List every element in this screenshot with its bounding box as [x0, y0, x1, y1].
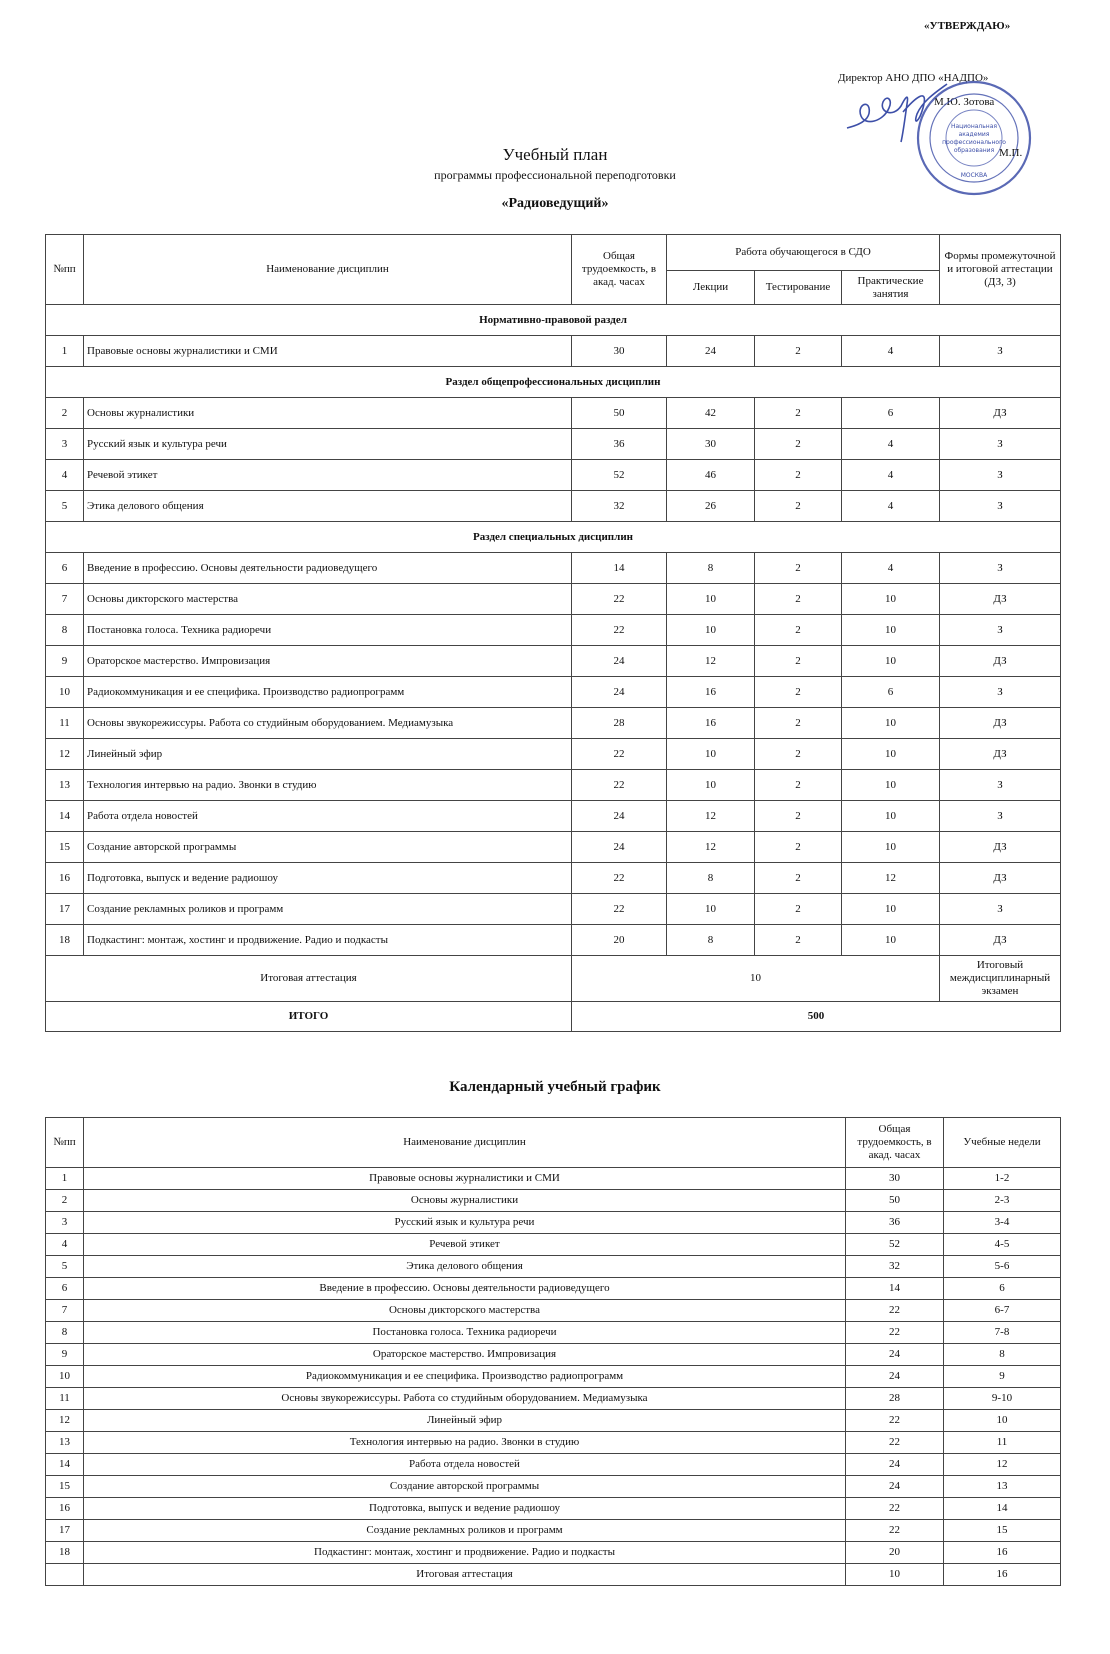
discipline-name: Основы дикторского мастерства — [84, 1300, 846, 1322]
table-row — [46, 1454, 1061, 1476]
attestation-form: ДЗ — [940, 398, 1061, 429]
table-row — [46, 863, 1061, 894]
section-title: Раздел специальных дисциплин — [46, 522, 1061, 553]
director-title: Директор АНО ДПО «НАДПО» — [838, 72, 989, 84]
row-number: 2 — [46, 1190, 84, 1212]
total-hours: 22 — [846, 1300, 944, 1322]
study-weeks: 12 — [944, 1454, 1061, 1476]
svg-text:образования: образования — [953, 147, 995, 154]
practice-hours: 10 — [842, 708, 940, 739]
total-hours: 30 — [846, 1168, 944, 1190]
total-hours: 24 — [572, 677, 667, 708]
table-row — [46, 1366, 1061, 1388]
row-number: 17 — [46, 894, 84, 925]
section-header-row — [46, 367, 1061, 398]
testing-hours: 2 — [755, 708, 842, 739]
lecture-hours: 10 — [667, 894, 755, 925]
lecture-hours: 42 — [667, 398, 755, 429]
practice-hours: 10 — [842, 646, 940, 677]
total-hours: 52 — [846, 1234, 944, 1256]
study-weeks: 16 — [944, 1564, 1061, 1586]
table-row — [46, 1212, 1061, 1234]
total-hours: 30 — [572, 336, 667, 367]
row-number — [46, 1564, 84, 1586]
row-number: 10 — [46, 677, 84, 708]
discipline-name: Введение в профессию. Основы деятельности радиоведущего — [84, 1278, 846, 1300]
row-number: 9 — [46, 646, 84, 677]
attestation-form: З — [940, 336, 1061, 367]
table-row — [46, 1344, 1061, 1366]
practice-hours: 10 — [842, 925, 940, 956]
mp-label: М.П. — [999, 147, 1023, 159]
practice-hours: 10 — [842, 894, 940, 925]
row-number: 5 — [46, 1256, 84, 1278]
total-hours: 22 — [846, 1498, 944, 1520]
total-hours: 20 — [572, 925, 667, 956]
attestation-form: З — [940, 491, 1061, 522]
header-name: Наименование дисциплин — [84, 235, 572, 305]
discipline-name: Речевой этикет — [84, 460, 572, 491]
testing-hours: 2 — [755, 336, 842, 367]
plan-subtitle: программы профессиональной переподготовки — [434, 168, 676, 182]
table-row — [46, 460, 1061, 491]
plan-title: Учебный план — [502, 145, 608, 164]
testing-hours: 2 — [755, 646, 842, 677]
testing-hours: 2 — [755, 398, 842, 429]
table-row — [46, 1168, 1061, 1190]
discipline-name: Основы журналистики — [84, 1190, 846, 1212]
testing-hours: 2 — [755, 801, 842, 832]
total-hours: 24 — [846, 1454, 944, 1476]
final-attestation-hours: 10 — [572, 956, 940, 1002]
table-row — [46, 584, 1061, 615]
calendar-title: Календарный учебный график — [449, 1079, 661, 1095]
row-number: 15 — [46, 832, 84, 863]
study-weeks: 1-2 — [944, 1168, 1061, 1190]
cal-header-weeks: Учебные недели — [944, 1118, 1061, 1168]
practice-hours: 10 — [842, 770, 940, 801]
table-row — [46, 1234, 1061, 1256]
table-row — [46, 739, 1061, 770]
row-number: 8 — [46, 1322, 84, 1344]
row-number: 11 — [46, 1388, 84, 1410]
total-hours: 22 — [572, 894, 667, 925]
practice-hours: 4 — [842, 553, 940, 584]
discipline-name: Правовые основы журналистики и СМИ — [84, 336, 572, 367]
study-weeks: 8 — [944, 1344, 1061, 1366]
table-row — [46, 1190, 1061, 1212]
lecture-hours: 8 — [667, 925, 755, 956]
row-number: 7 — [46, 584, 84, 615]
lecture-hours: 10 — [667, 615, 755, 646]
practice-hours: 10 — [842, 615, 940, 646]
lecture-hours: 8 — [667, 553, 755, 584]
cal-header-name: Наименование дисциплин — [84, 1118, 846, 1168]
study-weeks: 7-8 — [944, 1322, 1061, 1344]
testing-hours: 2 — [755, 677, 842, 708]
total-hours: 22 — [572, 863, 667, 894]
total-hours: 14 — [572, 553, 667, 584]
table-row — [46, 1520, 1061, 1542]
testing-hours: 2 — [755, 770, 842, 801]
lecture-hours: 10 — [667, 770, 755, 801]
curriculum-table — [45, 234, 1061, 1032]
total-hours: 10 — [846, 1564, 944, 1586]
row-number: 7 — [46, 1300, 84, 1322]
total-hours: 14 — [846, 1278, 944, 1300]
testing-hours: 2 — [755, 460, 842, 491]
program-name: «Радиоведущий» — [501, 196, 609, 211]
row-number: 17 — [46, 1520, 84, 1542]
table-row — [46, 1498, 1061, 1520]
discipline-name: Правовые основы журналистики и СМИ — [84, 1168, 846, 1190]
svg-text:Национальная: Национальная — [950, 123, 998, 130]
lecture-hours: 24 — [667, 336, 755, 367]
study-weeks: 6 — [944, 1278, 1061, 1300]
table-row — [46, 894, 1061, 925]
lecture-hours: 12 — [667, 646, 755, 677]
total-hours: 24 — [846, 1366, 944, 1388]
table-row — [46, 398, 1061, 429]
row-number: 5 — [46, 491, 84, 522]
table-row — [46, 646, 1061, 677]
table-row — [46, 1432, 1061, 1454]
discipline-name: Постановка голоса. Техника радиоречи — [84, 1322, 846, 1344]
table-row — [46, 553, 1061, 584]
total-hours: 50 — [846, 1190, 944, 1212]
row-number: 9 — [46, 1344, 84, 1366]
discipline-name: Подготовка, выпуск и ведение радиошоу — [84, 1498, 846, 1520]
row-number: 6 — [46, 1278, 84, 1300]
row-number: 18 — [46, 1542, 84, 1564]
total-hours: 22 — [572, 770, 667, 801]
table-row — [46, 1300, 1061, 1322]
practice-hours: 4 — [842, 336, 940, 367]
total-hours: 28 — [846, 1388, 944, 1410]
practice-hours: 10 — [842, 801, 940, 832]
attestation-form: З — [940, 801, 1061, 832]
discipline-name: Ораторское мастерство. Импровизация — [84, 1344, 846, 1366]
total-label: ИТОГО — [46, 1002, 572, 1032]
attestation-form: З — [940, 429, 1061, 460]
attestation-form: ДЗ — [940, 925, 1061, 956]
table-row — [46, 708, 1061, 739]
discipline-name: Ораторское мастерство. Импровизация — [84, 646, 572, 677]
total-hours: 24 — [846, 1476, 944, 1498]
discipline-name: Этика делового общения — [84, 491, 572, 522]
table-row — [46, 491, 1061, 522]
row-number: 3 — [46, 429, 84, 460]
testing-hours: 2 — [755, 615, 842, 646]
practice-hours: 10 — [842, 739, 940, 770]
calendar-body — [46, 1168, 1061, 1586]
total-hours: 22 — [846, 1520, 944, 1542]
total-hours: 22 — [846, 1410, 944, 1432]
attestation-form: ДЗ — [940, 646, 1061, 677]
study-weeks: 14 — [944, 1498, 1061, 1520]
discipline-name: Создание рекламных роликов и программ — [84, 1520, 846, 1542]
total-hours: 28 — [572, 708, 667, 739]
table-row — [46, 1564, 1061, 1586]
discipline-name: Этика делового общения — [84, 1256, 846, 1278]
study-weeks: 10 — [944, 1410, 1061, 1432]
row-number: 3 — [46, 1212, 84, 1234]
attestation-form: З — [940, 615, 1061, 646]
row-number: 4 — [46, 460, 84, 491]
practice-hours: 4 — [842, 429, 940, 460]
table-row — [46, 615, 1061, 646]
section-header-row — [46, 522, 1061, 553]
discipline-name: Подготовка, выпуск и ведение радиошоу — [84, 863, 572, 894]
total-hours: 32 — [846, 1256, 944, 1278]
discipline-name: Введение в профессию. Основы деятельности радиоведущего — [84, 553, 572, 584]
section-title: Раздел общепрофессиональных дисциплин — [46, 367, 1061, 398]
testing-hours: 2 — [755, 491, 842, 522]
table-row — [46, 1388, 1061, 1410]
row-number: 1 — [46, 1168, 84, 1190]
cal-header-num: №пп — [46, 1118, 84, 1168]
total-hours: 24 — [572, 801, 667, 832]
practice-hours: 6 — [842, 398, 940, 429]
svg-text:академия: академия — [958, 131, 990, 138]
study-weeks: 5-6 — [944, 1256, 1061, 1278]
svg-text:профессионального: профессионального — [942, 139, 1006, 146]
testing-hours: 2 — [755, 553, 842, 584]
total-hours: 24 — [846, 1344, 944, 1366]
lecture-hours: 12 — [667, 801, 755, 832]
attestation-form: ДЗ — [940, 863, 1061, 894]
total-hours: 22 — [846, 1322, 944, 1344]
director-name: М.Ю. Зотова — [934, 96, 995, 108]
lecture-hours: 30 — [667, 429, 755, 460]
lecture-hours: 26 — [667, 491, 755, 522]
row-number: 14 — [46, 801, 84, 832]
study-weeks: 11 — [944, 1432, 1061, 1454]
practice-hours: 4 — [842, 460, 940, 491]
row-number: 14 — [46, 1454, 84, 1476]
practice-hours: 4 — [842, 491, 940, 522]
table-row — [46, 770, 1061, 801]
discipline-name: Создание авторской программы — [84, 832, 572, 863]
study-weeks: 2-3 — [944, 1190, 1061, 1212]
total-hours: 22 — [572, 615, 667, 646]
discipline-name: Линейный эфир — [84, 1410, 846, 1432]
total-hours: 50 — [572, 398, 667, 429]
discipline-name: Работа отдела новостей — [84, 801, 572, 832]
practice-hours: 10 — [842, 832, 940, 863]
lecture-hours: 16 — [667, 677, 755, 708]
row-number: 13 — [46, 770, 84, 801]
discipline-name: Радиокоммуникация и ее специфика. Производство радиопрограмм — [84, 677, 572, 708]
lecture-hours: 8 — [667, 863, 755, 894]
final-attestation-form: Итоговый междисциплинарный экзамен — [940, 956, 1061, 1002]
table-row — [46, 1476, 1061, 1498]
discipline-name: Постановка голоса. Техника радиоречи — [84, 615, 572, 646]
discipline-name: Создание рекламных роликов и программ — [84, 894, 572, 925]
total-hours: 36 — [846, 1212, 944, 1234]
study-weeks: 4-5 — [944, 1234, 1061, 1256]
table-row — [46, 1278, 1061, 1300]
header-work: Работа обучающегося в СДО — [667, 235, 940, 271]
approve-label: «УТВЕРЖДАЮ» — [924, 20, 1011, 32]
testing-hours: 2 — [755, 863, 842, 894]
total-hours: 24 — [572, 832, 667, 863]
discipline-name: Работа отдела новостей — [84, 1454, 846, 1476]
discipline-name: Русский язык и культура речи — [84, 1212, 846, 1234]
study-weeks: 16 — [944, 1542, 1061, 1564]
curriculum-body — [46, 305, 1061, 956]
cal-header-total: Общая трудоемкость, в акад. часах — [846, 1118, 944, 1168]
attestation-form: ДЗ — [940, 708, 1061, 739]
testing-hours: 2 — [755, 894, 842, 925]
table-row — [46, 925, 1061, 956]
row-number: 13 — [46, 1432, 84, 1454]
discipline-name: Основы дикторского мастерства — [84, 584, 572, 615]
attestation-form: З — [940, 770, 1061, 801]
row-number: 16 — [46, 863, 84, 894]
total-hours: 36 — [572, 429, 667, 460]
svg-text:МОСКВА: МОСКВА — [960, 172, 988, 179]
attestation-form: З — [940, 553, 1061, 584]
testing-hours: 2 — [755, 739, 842, 770]
lecture-hours: 16 — [667, 708, 755, 739]
attestation-form: З — [940, 894, 1061, 925]
final-attestation-label: Итоговая аттестация — [46, 956, 572, 1002]
study-weeks: 9-10 — [944, 1388, 1061, 1410]
testing-hours: 2 — [755, 584, 842, 615]
discipline-name: Линейный эфир — [84, 739, 572, 770]
attestation-form: ДЗ — [940, 832, 1061, 863]
table-row — [46, 1322, 1061, 1344]
header-practice: Практические занятия — [842, 271, 940, 305]
study-weeks: 6-7 — [944, 1300, 1061, 1322]
table-row — [46, 429, 1061, 460]
row-number: 15 — [46, 1476, 84, 1498]
practice-hours: 12 — [842, 863, 940, 894]
table-row — [46, 1256, 1061, 1278]
table-row — [46, 832, 1061, 863]
section-title: Нормативно-правовой раздел — [46, 305, 1061, 336]
attestation-form: ДЗ — [940, 584, 1061, 615]
row-number: 8 — [46, 615, 84, 646]
total-hours: 22 — [572, 584, 667, 615]
total-hours: 52 — [572, 460, 667, 491]
header-total: Общая трудоемкость, в акад. часах — [572, 235, 667, 305]
row-number: 16 — [46, 1498, 84, 1520]
discipline-name: Радиокоммуникация и ее специфика. Производство радиопрограмм — [84, 1366, 846, 1388]
section-header-row — [46, 305, 1061, 336]
practice-hours: 10 — [842, 584, 940, 615]
study-weeks: 9 — [944, 1366, 1061, 1388]
row-number: 1 — [46, 336, 84, 367]
header-testing: Тестирование — [755, 271, 842, 305]
discipline-name: Подкастинг: монтаж, хостинг и продвижение. Радио и подкасты — [84, 925, 572, 956]
lecture-hours: 10 — [667, 584, 755, 615]
study-weeks: 3-4 — [944, 1212, 1061, 1234]
testing-hours: 2 — [755, 429, 842, 460]
total-hours: 32 — [572, 491, 667, 522]
attestation-form: З — [940, 460, 1061, 491]
discipline-name: Основы звукорежиссуры. Работа со студийным оборудованием. Медиамузыка — [84, 708, 572, 739]
header-lectures: Лекции — [667, 271, 755, 305]
attestation-form: З — [940, 677, 1061, 708]
header-num: №пп — [46, 235, 84, 305]
table-row — [46, 1542, 1061, 1564]
testing-hours: 2 — [755, 832, 842, 863]
discipline-name: Основы журналистики — [84, 398, 572, 429]
row-number: 11 — [46, 708, 84, 739]
lecture-hours: 46 — [667, 460, 755, 491]
practice-hours: 6 — [842, 677, 940, 708]
row-number: 2 — [46, 398, 84, 429]
total-hours: 24 — [572, 646, 667, 677]
discipline-name: Речевой этикет — [84, 1234, 846, 1256]
discipline-name: Основы звукорежиссуры. Работа со студийным оборудованием. Медиамузыка — [84, 1388, 846, 1410]
discipline-name: Создание авторской программы — [84, 1476, 846, 1498]
total-value: 500 — [572, 1002, 1061, 1032]
discipline-name: Русский язык и культура речи — [84, 429, 572, 460]
study-weeks: 15 — [944, 1520, 1061, 1542]
testing-hours: 2 — [755, 925, 842, 956]
header-forms: Формы промежуточной и итоговой аттестации (ДЗ, З) — [940, 235, 1061, 305]
lecture-hours: 10 — [667, 739, 755, 770]
lecture-hours: 12 — [667, 832, 755, 863]
row-number: 12 — [46, 739, 84, 770]
row-number: 12 — [46, 1410, 84, 1432]
total-hours: 22 — [846, 1432, 944, 1454]
study-weeks: 13 — [944, 1476, 1061, 1498]
table-row — [46, 677, 1061, 708]
row-number: 6 — [46, 553, 84, 584]
attestation-form: ДЗ — [940, 739, 1061, 770]
row-number: 10 — [46, 1366, 84, 1388]
discipline-name: Технология интервью на радио. Звонки в студию — [84, 1432, 846, 1454]
discipline-name: Технология интервью на радио. Звонки в студию — [84, 770, 572, 801]
table-row — [46, 336, 1061, 367]
table-row — [46, 801, 1061, 832]
discipline-name: Подкастинг: монтаж, хостинг и продвижение. Радио и подкасты — [84, 1542, 846, 1564]
total-hours: 20 — [846, 1542, 944, 1564]
row-number: 18 — [46, 925, 84, 956]
calendar-table — [45, 1117, 1061, 1586]
discipline-name: Итоговая аттестация — [84, 1564, 846, 1586]
total-hours: 22 — [572, 739, 667, 770]
row-number: 4 — [46, 1234, 84, 1256]
table-row — [46, 1410, 1061, 1432]
